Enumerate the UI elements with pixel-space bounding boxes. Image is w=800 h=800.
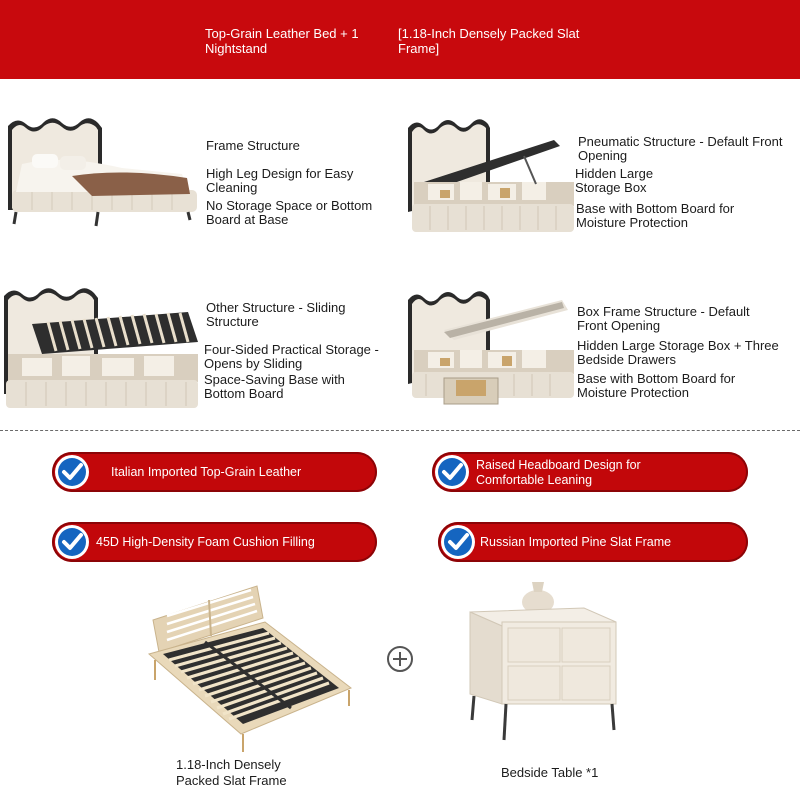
feature-item: No Storage Space or Bottom Board at Base	[206, 198, 373, 227]
highlight-badge	[432, 452, 748, 492]
bundle-caption-nightstand: Bedside Table *1	[501, 765, 599, 780]
feature-item: Base with Bottom Board for Moisture Protection	[576, 201, 735, 230]
highlight-label: 45D High-Density Foam Cushion Filling	[96, 535, 315, 549]
plus-circle-icon	[386, 645, 414, 673]
checkmark-icon	[55, 455, 89, 489]
feature-item: Base with Bottom Board for Moisture Protection	[577, 371, 736, 400]
highlight-label: Russian Imported Pine Slat Frame	[480, 535, 672, 549]
checkmark-icon	[441, 525, 475, 559]
bed-image-box-frame	[404, 284, 576, 408]
feature-title: Pneumatic Structure - Default Front Opening	[578, 134, 783, 163]
feature-item: Space-Saving Base with Bottom Board	[204, 372, 345, 401]
bedside-table-image	[466, 580, 622, 745]
feature-item: Hidden Large Storage Box	[575, 166, 654, 195]
highlight-badge	[52, 522, 377, 562]
feature-item: Hidden Large Storage Box + Three Bedside Drawers	[577, 338, 779, 367]
checkmark-icon	[435, 455, 469, 489]
feature-item: High Leg Design for Easy Cleaning	[206, 166, 354, 195]
checkmark-icon	[55, 525, 89, 559]
bundle-caption-bed: 1.18-Inch Densely Packed Slat Frame	[176, 757, 287, 788]
feature-title: Other Structure - Sliding Structure	[206, 300, 346, 329]
feature-title: Box Frame Structure - Default Front Opening	[577, 304, 750, 333]
slat-frame-bed-image	[145, 584, 355, 756]
bed-image-sliding	[2, 284, 200, 412]
highlight-label: Italian Imported Top-Grain Leather	[111, 465, 302, 479]
highlight-badge	[438, 522, 748, 562]
banner-title-left: Top-Grain Leather Bed + 1 Nightstand	[205, 26, 359, 56]
highlight-badge	[52, 452, 377, 492]
bed-image-pneumatic	[404, 112, 576, 236]
banner-title-right: [1.18-Inch Densely Packed Slat Frame]	[398, 26, 580, 56]
section-divider	[0, 430, 800, 431]
feature-title: Frame Structure	[206, 138, 300, 153]
feature-item: Four-Sided Practical Storage - Opens by Sliding	[204, 342, 379, 371]
bed-image-frame-structure	[2, 116, 197, 228]
highlight-label: Raised Headboard Design for Comfortable Leaning	[476, 458, 641, 487]
